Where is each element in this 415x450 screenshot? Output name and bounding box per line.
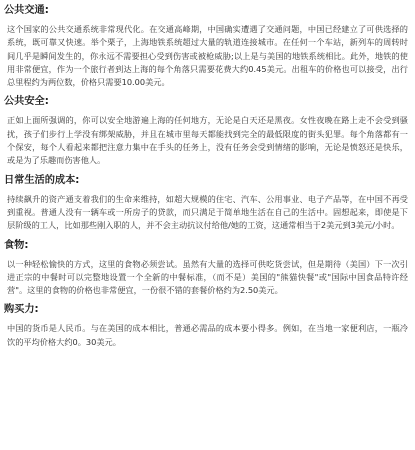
section-purchasing-power xyxy=(4,303,408,349)
section-food xyxy=(4,239,408,298)
section-body: 中国的货币是人民币。与在美国的成本相比，普通必需品的成本要小得多。例如，在当地一家便利店，一瓶冷饮的平均价格大约0。30美元。 xyxy=(7,323,408,347)
section-heading: 公共安全: xyxy=(4,96,49,108)
section-body: 持续飙升的资产通支着我们的生命来维持，如超大规模的住宅、汽车、公用事业、电子产品等，在中国不再受到重视。普通人没有一辆车或一所房子的贷款，而只满足于简单地生活在自己的生活中。固想起来，即使是下层阶级的工人，比如那些刚入职的人，并不会主动抗议付给他/她的工资，这通常相当于2美元到3美元/小时。 xyxy=(7,193,408,231)
section-heading: 食物: xyxy=(4,239,29,251)
section-body: 正如上面所强调的，你可以安全地游遍上海的任何地方，无论是白天还是黑夜。女性夜晚在路上走不会受到骚扰，孩子们步行上学没有绑架威胁，并且在城市里每天都能找到完全的最低限度的街头犯罪。每个角落都有一个保安，每个人看起来都把注意力集中在手头的任务上，没有任务会受到情绪的影响，无论是愤怒还是快乐，或是为了乐趣而伤害他人。 xyxy=(7,115,408,166)
section-body: 这个国家的公共交通系统非常现代化。在交通高峰期，中国确实遭遇了交通问题，中国已经建立了可供选择的系统，既可靠又快速。举个栗子，上海地铁系统超过大量的轨道连接城市。在任何一个车站，新列车的周转时间几乎是瞬间发生的，你永远不需要担心受到伤害或被枪威胁;以上是与美国的地铁系统相比。此外，地铁的使用非常便宜，作为一个旅行者到达上海的每个角落只需要花费大约0.45美元。出租车的价格也可以接受，出行总里程约为两位数，价格只需要10.00美元。 xyxy=(7,24,408,88)
section-heading: 公共交通: xyxy=(4,5,49,16)
section-public-transport xyxy=(4,4,408,89)
section-cost-of-living xyxy=(4,174,408,233)
section-body: 以一种轻松愉快的方式，这里的食物必须尝试。虽然有大量的选择可供吃货尝试，但是期待（美国）下一次引进正宗的中餐时可以完整地设置一个全新的中餐标准，（而不是）美国的"熊猫快餐"或"国际中国食品特许经营"。这里的食物的价格也非常便宜，一份很不错的套餐价格约为2.50美元。 xyxy=(7,258,408,296)
section-heading: 日常生活的成本: xyxy=(4,174,80,186)
section-heading: 购买力: xyxy=(4,304,39,316)
section-public-safety xyxy=(4,95,408,167)
